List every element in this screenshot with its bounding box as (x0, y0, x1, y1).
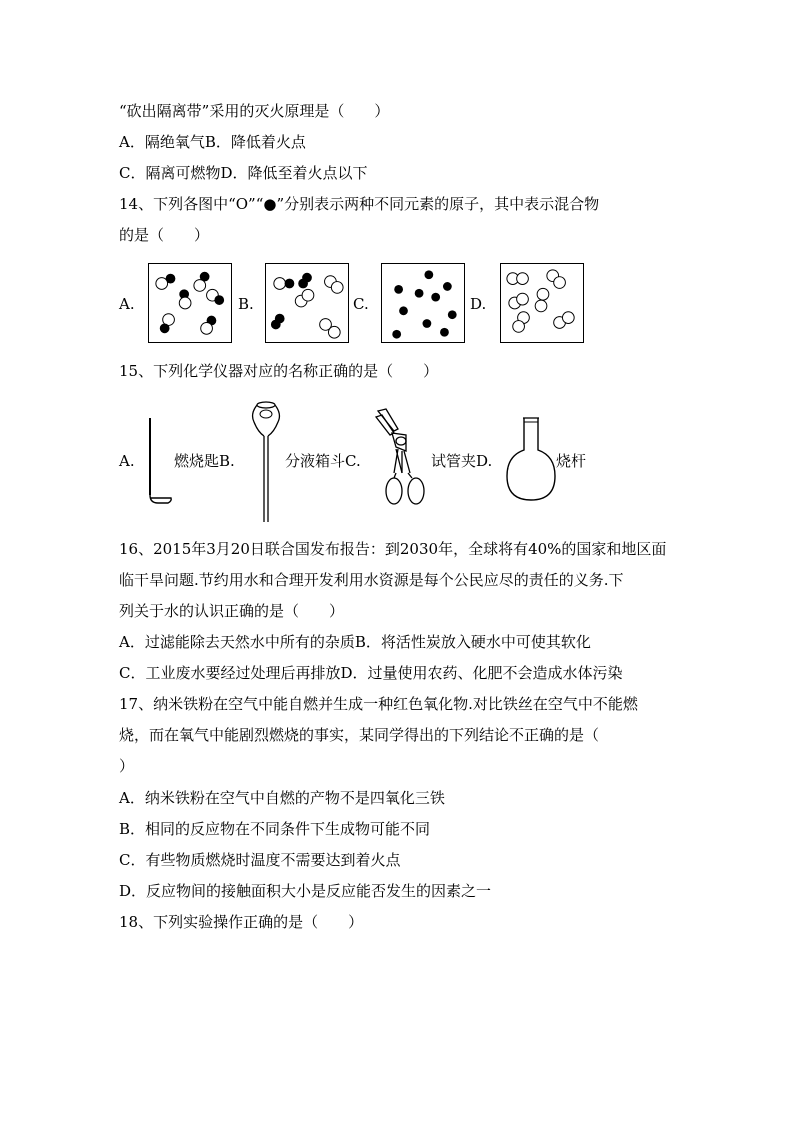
q17-stem-line1: 17、纳米铁粉在空气中能自燃并生成一种红色氧化物.对比铁丝在空气中不能燃 (119, 695, 638, 713)
q16-stem-line1: 16、2015年3月20日联合国发布报告：到2030年，全球将有40%的国家和地区面 (119, 540, 667, 558)
separatory-funnel-image (248, 400, 288, 525)
q14-option-b-diagram (265, 263, 349, 343)
q17-stem-line2: 烧，而在氧气中能剧烈燃烧的事实，某同学得出的下列结论不正确的是（ (119, 726, 600, 744)
test-tube-clamp-image (372, 407, 434, 515)
q17-option-d: D．反应物间的接触面积大小是反应能否发生的因素之一 (119, 882, 492, 900)
q14-option-a-diagram (148, 263, 232, 343)
q16-options-cd: C．工业废水要经过处理后再排放D．过量使用农药、化肥不会造成水体污染 (119, 664, 623, 682)
q17-stem-line3: ） (119, 757, 135, 775)
q13-stem: “砍出隔离带”采用的灭火原理是（ ） (119, 102, 390, 120)
q15-option-a-name: 燃烧匙B. (174, 452, 235, 470)
q15-stem: 15、下列化学仪器对应的名称正确的是（ ） (119, 362, 439, 380)
q16-options-ab: A．过滤能除去天然水中所有的杂质B．将活性炭放入硬水中可使其软化 (119, 633, 591, 651)
round-bottom-flask-image (503, 416, 559, 504)
q13-options-cd: C．隔离可燃物D．降低至着火点以下 (119, 164, 368, 182)
q14-stem-line2: 的是（ ） (119, 226, 210, 244)
q14-option-d-label: D. (470, 295, 487, 313)
q14-option-c-diagram (381, 263, 465, 343)
q14-option-d-diagram (500, 263, 584, 343)
q15-option-a-label: A. (119, 452, 135, 470)
q14-option-a-label: A. (119, 295, 135, 313)
q14-option-c-label: C. (353, 295, 369, 313)
q14-stem-line1: 14、下列各图中“O”“●”分别表示两种不同元素的原子，其中表示混合物 (119, 195, 600, 213)
q15-option-b-name: 分液箱斗C. (285, 452, 361, 470)
q14-option-b-label: B. (238, 295, 254, 313)
q17-option-a: A．纳米铁粉在空气中自燃的产物不是四氧化三铁 (119, 789, 445, 807)
q13-options-ab: A．隔绝氧气B．降低着火点 (119, 133, 306, 151)
q16-stem-line2: 临干旱问题.节约用水和合理开发利用水资源是每个公民应尽的责任的义务.下 (119, 571, 624, 589)
q17-option-c: C．有些物质燃烧时温度不需要达到着火点 (119, 851, 401, 869)
q15-option-c-name: 试管夹D. (431, 452, 493, 470)
q17-option-b: B．相同的反应物在不同条件下生成物可能不同 (119, 820, 431, 838)
q16-stem-line3: 列关于水的认识正确的是（ ） (119, 602, 345, 620)
q18-stem: 18、下列实验操作正确的是（ ） (119, 913, 364, 931)
q15-option-d-name: 烧杆 (556, 452, 587, 470)
